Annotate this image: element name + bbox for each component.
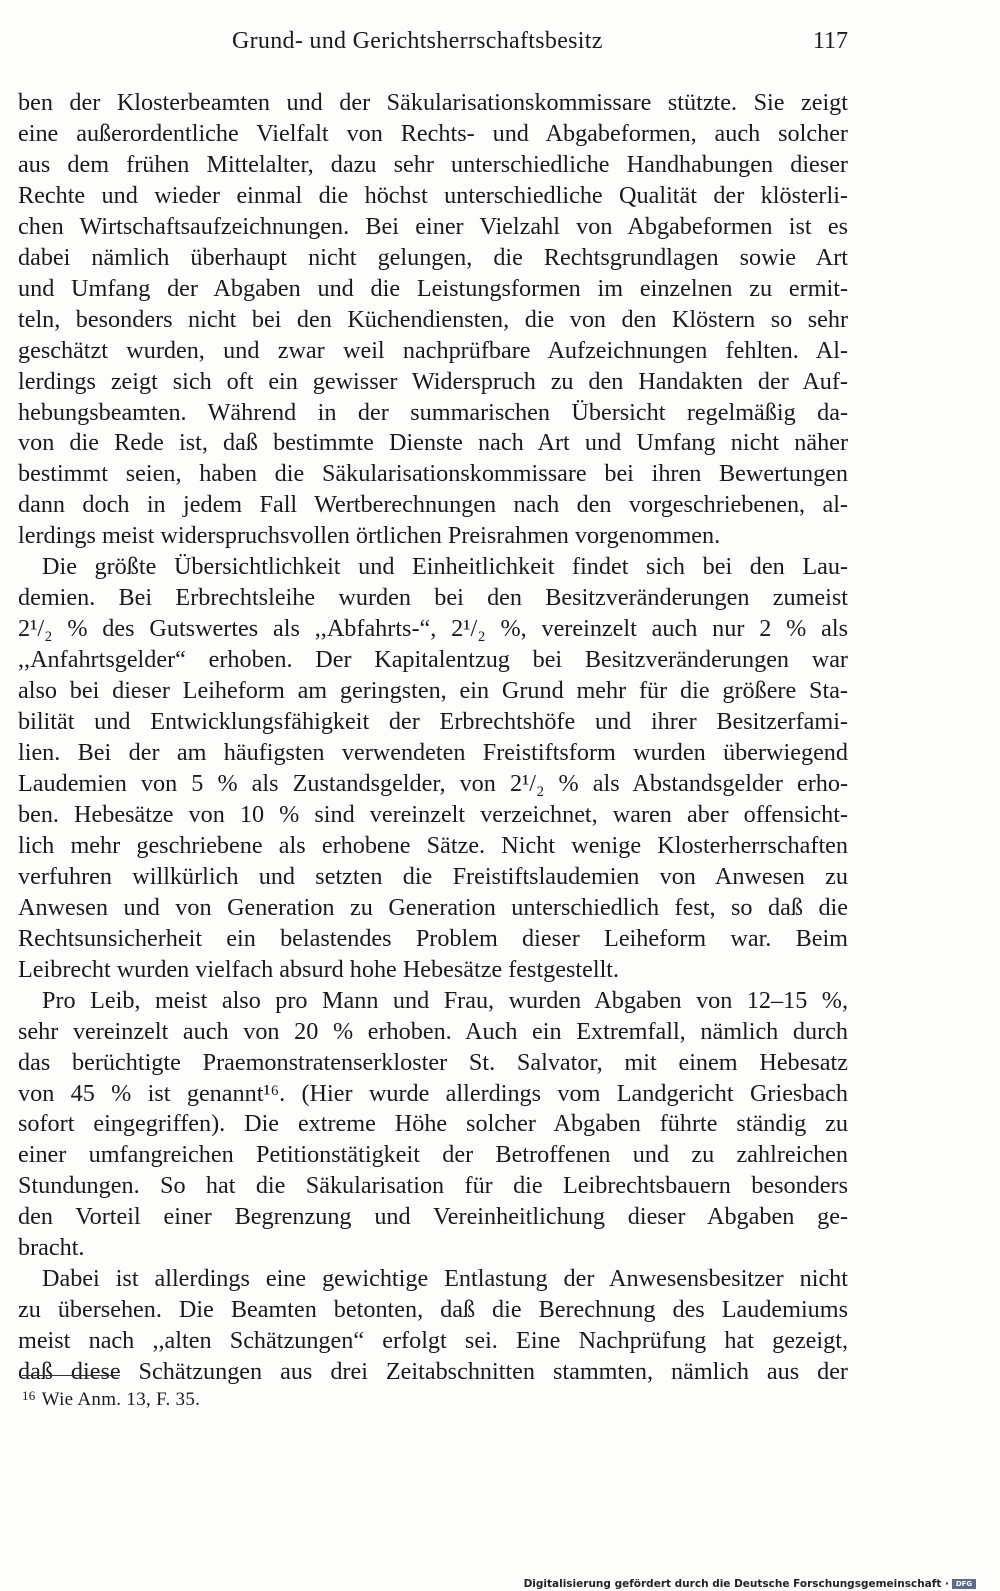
dfg-logo: DFG (952, 1579, 976, 1589)
footnote-text: Wie Anm. 13, F. 35. (41, 1389, 201, 1410)
text-line: daß diese Schätzungen aus drei Zeitabschnitten stammten, nämlich aus der (18, 1358, 848, 1386)
paragraph (18, 88, 848, 552)
paragraph (18, 552, 848, 985)
text-line: aus dem frühen Mittelalter, dazu sehr unterschiedliche Handhabungen dieser (18, 150, 848, 178)
text-line: von 45 % ist genannt¹⁶. (Hier wurde allerdings vom Landgericht Griesbach (18, 1079, 848, 1107)
text-line: 2¹/₂ % des Gutswertes als ,,Abfahrts-“, 2¹/₂ %, vereinzelt auch nur 2 % als (18, 615, 848, 643)
text-line: Stundungen. So hat die Säkularisation für die Leibrechtsbauern besonders (18, 1172, 848, 1200)
text-line: dabei nämlich überhaupt nicht gelungen, die Rechtsgrundlagen sowie Art (18, 243, 848, 271)
text-line: hebungsbeamten. Während in der summarischen Übersicht regelmäßig da- (18, 398, 848, 426)
paragraph (18, 1264, 848, 1388)
footnote-rule (22, 1375, 120, 1376)
text-line: Anwesen und von Generation zu Generation unterschiedlich fest, so daß die (18, 893, 848, 921)
text-line: bestimmt seien, haben die Säkularisationskommissare bei ihren Bewertungen (18, 460, 848, 488)
text-line: Rechtsunsicherheit ein belastendes Problem dieser Leiheform war. Beim (18, 924, 848, 952)
text-line: lien. Bei der am häufigsten verwendeten Freistiftsform wurden überwiegend (18, 739, 848, 767)
text-line: einer umfangreichen Petitionstätigkeit der Betroffenen und zu zahlreichen (18, 1141, 848, 1169)
text-line: Leibrecht wurden vielfach absurd hohe Hebesätze festgestellt. (18, 955, 620, 983)
text-line: Dabei ist allerdings eine gewichtige Entlastung der Anwesensbesitzer nicht (42, 1265, 848, 1293)
text-line: also bei dieser Leiheform am geringsten, ein Grund mehr für die größere Sta- (18, 677, 848, 705)
page-number: 117 (812, 28, 848, 54)
paragraph (18, 986, 848, 1265)
text-line: geschätzt wurden, und zwar weil nachprüfbare Aufzeichnungen fehlten. Al- (18, 336, 848, 364)
text-line: bilität und Entwicklungsfähigkeit der Erbrechtshöfe und ihrer Besitzerfami- (18, 708, 848, 736)
text-line: Rechte und wieder einmal die höchst unterschiedliche Qualität der klösterli- (18, 181, 848, 209)
text-line: verfuhren willkürlich und setzten die Freistiftslaudemien von Anwesen zu (18, 862, 848, 890)
text-line: Pro Leib, meist also pro Mann und Frau, wurden Abgaben von 12–15 %, (42, 986, 848, 1014)
text-line: lerdings zeigt sich oft ein gewisser Widerspruch zu den Handakten der Auf- (18, 367, 848, 395)
text-line: ,,Anfahrtsgelder“ erhoben. Der Kapitalentzug bei Besitzveränderungen war (18, 646, 848, 674)
text-line: dann doch in jedem Fall Wertberechnungen nach den vorgeschriebenen, al- (18, 491, 848, 519)
credit-text: Digitalisierung gefördert durch die Deutsche Forschungsgemeinschaft · (523, 1578, 949, 1590)
text-line: sehr vereinzelt auch von 20 % erhoben. Auch ein Extremfall, nämlich durch (18, 1017, 848, 1045)
digitization-credit (524, 1578, 976, 1590)
text-line: sofort eingegriffen). Die extreme Höhe solcher Abgaben führte ständig zu (18, 1110, 848, 1138)
footnote (22, 1388, 200, 1411)
text-line: meist nach ,,alten Schätzungen“ erfolgt sei. Eine Nachprüfung hat gezeigt, (18, 1327, 848, 1355)
running-head (18, 28, 848, 68)
footnote-marker: 16 (22, 1388, 36, 1403)
text-line: eine außerordentliche Vielfalt von Rechts- und Abgabeformen, auch solcher (18, 119, 848, 147)
text-line: bracht. (18, 1234, 85, 1262)
text-line: ben. Hebesätze von 10 % sind vereinzelt verzeichnet, waren aber offensicht- (18, 800, 848, 828)
text-line: von die Rede ist, daß bestimmte Dienste nach Art und Umfang nicht näher (18, 429, 848, 457)
text-line: zu übersehen. Die Beamten betonten, daß die Berechnung des Laudemiums (18, 1296, 848, 1324)
text-line: lich mehr geschriebene als erhobene Sätze. Nicht wenige Klosterherrschaften (18, 831, 848, 859)
text-line: ben der Klosterbeamten und der Säkularisationskommissare stützte. Sie zeigt (18, 89, 848, 116)
text-line: den Vorteil einer Begrenzung und Vereinheitlichung dieser Abgaben ge- (18, 1203, 848, 1231)
text-line: Laudemien von 5 % als Zustandsgelder, von 2¹/₂ % als Abstandsgelder erho- (18, 769, 848, 797)
text-line: Die größte Übersichtlichkeit und Einheitlichkeit findet sich bei den Lau- (42, 553, 848, 581)
text-line: teln, besonders nicht bei den Küchendiensten, die von den Klöstern so sehr (18, 305, 848, 333)
text-line: das berüchtigte Praemonstratenserkloster St. Salvator, mit einem Hebesatz (18, 1048, 848, 1076)
text-line: lerdings meist widerspruchsvollen örtlichen Preisrahmen vorgenommen. (18, 522, 721, 550)
text-line: chen Wirtschaftsaufzeichnungen. Bei einer Vielzahl von Abgabeformen ist es (18, 212, 848, 240)
text-line: und Umfang der Abgaben und die Leistungsformen im einzelnen zu ermit- (18, 274, 848, 302)
text-line: demien. Bei Erbrechtsleihe wurden bei den Besitzveränderungen zumeist (18, 584, 848, 612)
running-title: Grund- und Gerichtsherrschaftsbesitz (232, 28, 603, 54)
body-text (18, 88, 848, 1388)
